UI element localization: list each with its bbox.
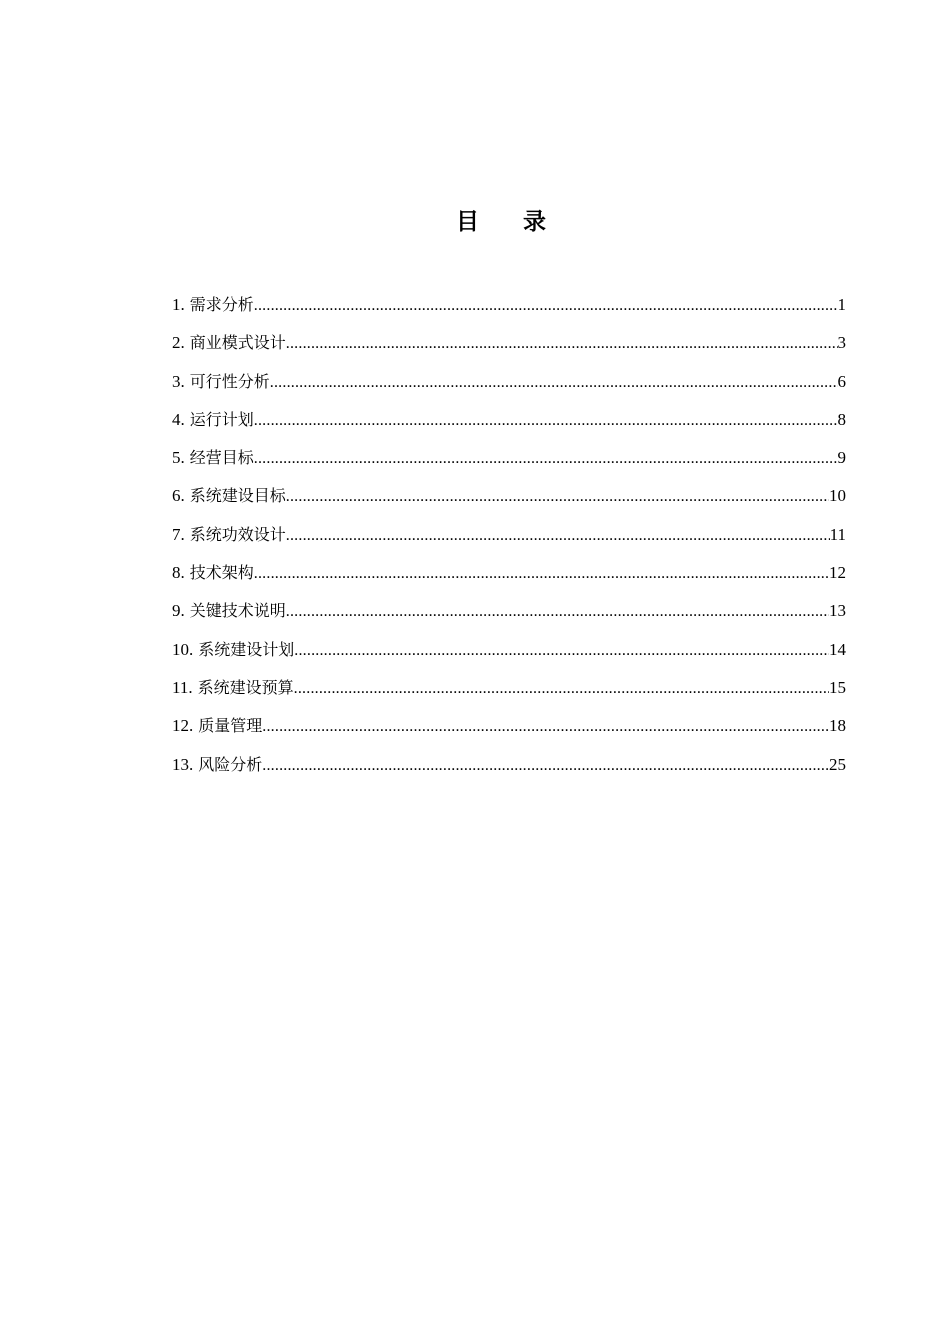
toc-entry-page: 13 bbox=[829, 601, 846, 621]
toc-entry-text: 运行计划 bbox=[189, 409, 254, 429]
toc-dot-leader bbox=[294, 674, 829, 704]
toc-entry-number: 10. bbox=[172, 639, 194, 659]
toc-entry-text: 系统功效设计 bbox=[189, 524, 286, 544]
toc-entry-page: 3 bbox=[837, 333, 846, 353]
toc-entry-page: 9 bbox=[837, 448, 846, 468]
toc-list bbox=[172, 290, 846, 788]
toc-entry-page: 6 bbox=[837, 371, 846, 391]
toc-entry-text: 需求分析 bbox=[189, 295, 254, 314]
toc-entry-number: 4. bbox=[172, 409, 185, 429]
toc-entry-page: 11 bbox=[829, 524, 846, 544]
toc-entry-text: 技术架构 bbox=[189, 563, 254, 583]
toc-dot-leader bbox=[262, 751, 829, 781]
toc-entry-page: 1 bbox=[837, 295, 846, 314]
toc-dot-leader bbox=[294, 636, 829, 666]
toc-entry-page: 14 bbox=[829, 639, 846, 659]
toc-entry-page: 12 bbox=[829, 563, 846, 583]
toc-title: 目 录 bbox=[455, 209, 564, 235]
toc-entry-text: 系统建设计划 bbox=[198, 639, 295, 659]
toc-entry[interactable] bbox=[172, 635, 846, 673]
toc-dot-leader bbox=[286, 597, 829, 627]
toc-dot-leader bbox=[262, 712, 829, 742]
toc-entry[interactable] bbox=[172, 558, 846, 596]
toc-entry-page: 8 bbox=[837, 409, 846, 429]
toc-entry[interactable] bbox=[172, 520, 846, 558]
toc-dot-leader bbox=[254, 559, 829, 589]
toc-entry[interactable] bbox=[172, 443, 846, 481]
toc-entry-text: 可行性分析 bbox=[189, 371, 270, 391]
toc-entry-text: 质量管理 bbox=[198, 716, 263, 736]
toc-entry[interactable] bbox=[172, 673, 846, 711]
toc-entry-text: 关键技术说明 bbox=[189, 601, 286, 621]
toc-dot-leader bbox=[254, 291, 838, 321]
toc-entry-number: 12. bbox=[172, 716, 194, 736]
toc-entry-text: 经营目标 bbox=[189, 448, 254, 468]
toc-dot-leader bbox=[286, 482, 829, 512]
toc-entry-number: 11. bbox=[172, 677, 193, 697]
toc-entry-text: 系统建设预算 bbox=[197, 677, 294, 697]
toc-entry-number: 7. bbox=[172, 524, 185, 544]
toc-entry[interactable] bbox=[172, 481, 846, 519]
toc-entry[interactable] bbox=[172, 596, 846, 634]
toc-entry-text: 商业模式设计 bbox=[189, 333, 286, 353]
toc-entry-page: 25 bbox=[829, 754, 846, 774]
toc-entry-number: 9. bbox=[172, 601, 185, 621]
toc-entry-text: 风险分析 bbox=[198, 754, 263, 774]
toc-dot-leader bbox=[286, 521, 830, 551]
toc-entry-number: 3. bbox=[172, 371, 185, 391]
toc-entry-page: 15 bbox=[829, 677, 846, 697]
toc-entry-number: 2. bbox=[172, 333, 185, 353]
toc-entry-number: 1. bbox=[172, 295, 185, 314]
toc-dot-leader bbox=[254, 444, 838, 474]
toc-entry[interactable] bbox=[172, 367, 846, 405]
toc-entry[interactable] bbox=[172, 290, 846, 328]
toc-entry-page: 18 bbox=[829, 716, 846, 736]
toc-entry[interactable] bbox=[172, 750, 846, 788]
toc-dot-leader bbox=[254, 406, 838, 436]
toc-entry[interactable] bbox=[172, 711, 846, 749]
toc-entry-number: 13. bbox=[172, 754, 194, 774]
toc-entry-number: 5. bbox=[172, 448, 185, 468]
toc-entry[interactable] bbox=[172, 328, 846, 366]
toc-entry-text: 系统建设目标 bbox=[189, 486, 286, 506]
toc-entry[interactable] bbox=[172, 405, 846, 443]
toc-entry-page: 10 bbox=[829, 486, 846, 506]
toc-entry-number: 6. bbox=[172, 486, 185, 506]
toc-dot-leader bbox=[270, 368, 838, 398]
toc-entry-number: 8. bbox=[172, 563, 185, 583]
toc-dot-leader bbox=[286, 329, 838, 359]
